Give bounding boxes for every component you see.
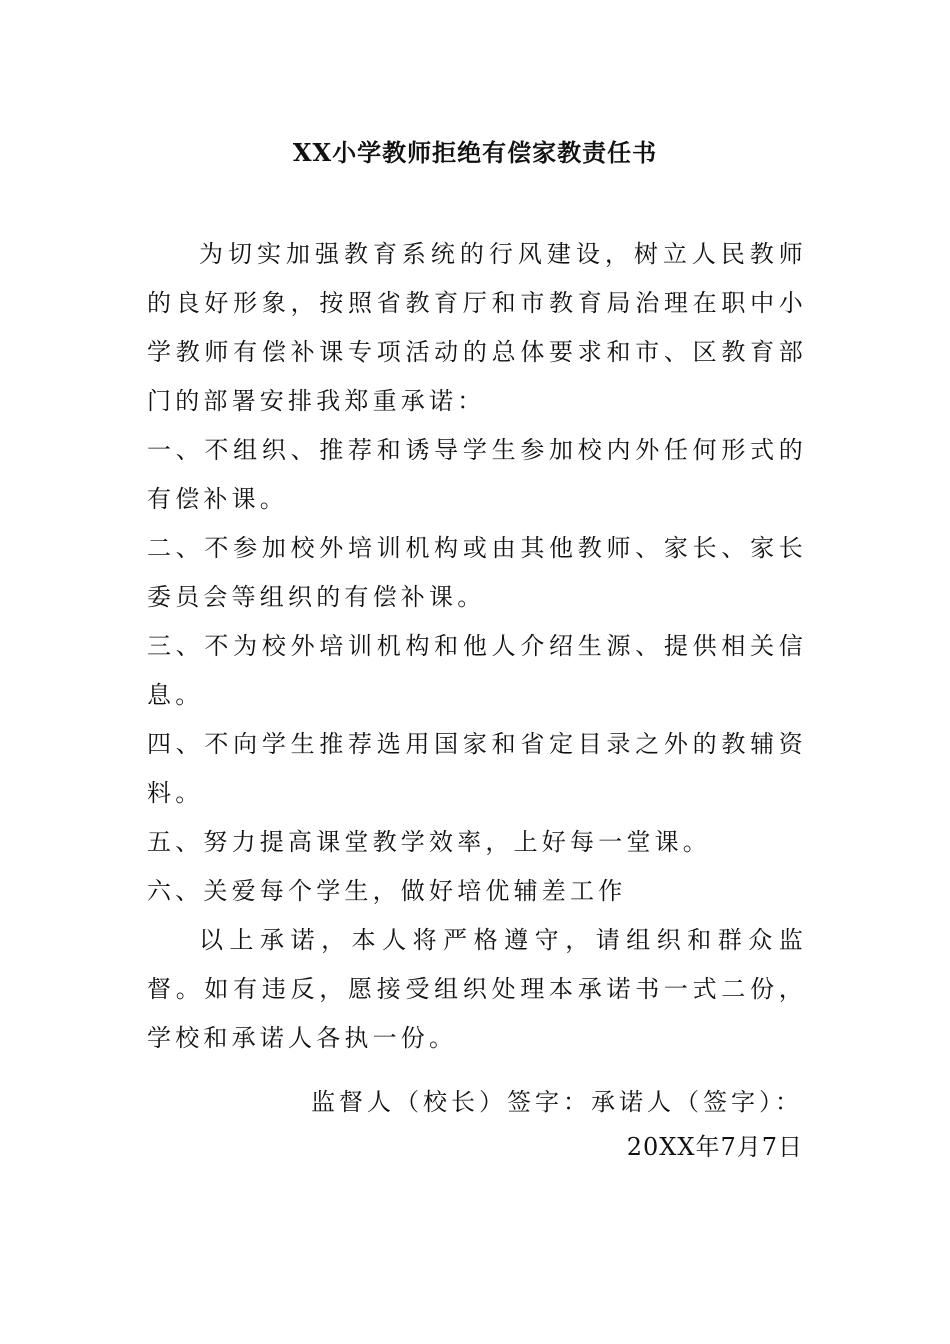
document-date: 20XX年7月7日 bbox=[626, 1133, 803, 1161]
commitment-item-1: 一、不组织、推荐和诱导学生参加校内外任何形式的有偿补课。 bbox=[147, 436, 807, 513]
commitment-item-2: 二、不参加校外培训机构或由其他教师、家长、家长委员会等组织的有偿补课。 bbox=[147, 534, 807, 611]
commitment-item-5: 五、努力提高课堂教学效率，上好每一堂课。 bbox=[147, 828, 711, 856]
closing-paragraph: 以上承诺，本人将严格遵守，请组织和群众监督。如有违反，愿接受组织处理本承诺书一式二份，学校和承诺人各执一份。 bbox=[147, 926, 807, 1052]
intro-paragraph: 为切实加强教育系统的行风建设，树立人民教师的良好形象，按照省教育厅和市教育局治理在职中小学教师有偿补课专项活动的总体要求和市、区教育部门的部署安排我郑重承诺： bbox=[147, 240, 807, 415]
commitment-item-3: 三、不为校外培训机构和他人介绍生源、提供相关信息。 bbox=[147, 632, 807, 709]
document-body bbox=[147, 230, 807, 1063]
commitment-item-4: 四、不向学生推荐选用国家和省定目录之外的教辅资料。 bbox=[147, 730, 807, 807]
signature-line: 监督人（校长）签字：承诺人（签字）： bbox=[311, 1088, 803, 1116]
document-title: XX小学教师拒绝有偿家教责任书 bbox=[292, 138, 658, 167]
commitment-item-6: 六、关爱每个学生，做好培优辅差工作 bbox=[147, 877, 627, 905]
